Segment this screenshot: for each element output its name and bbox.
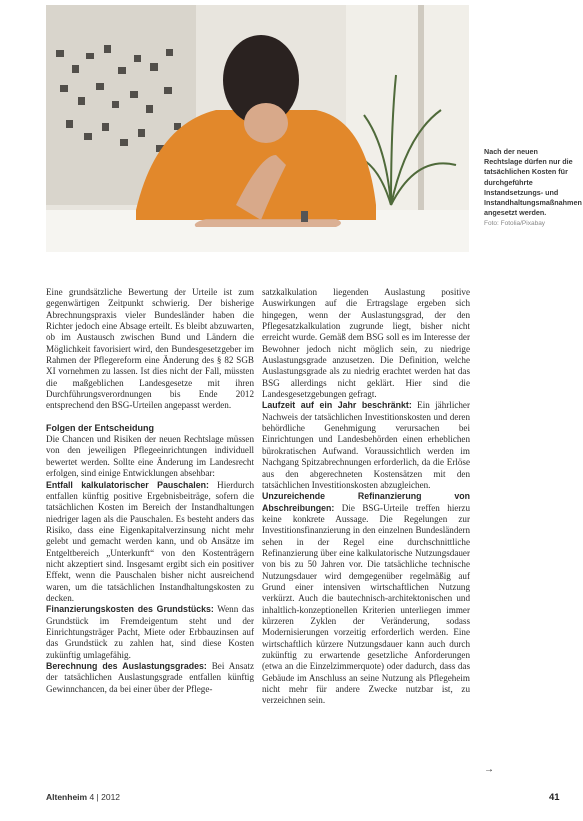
photo-credit: Foto: Fotolia/Pixabay bbox=[484, 220, 546, 228]
caption-text: Nach der neuen Rechtslage dürfen nur die tatsächlichen Kosten für durchgeführte Instandsetzungs- und Instandhaltungsmaßnahmen angesetzt werden. bbox=[484, 147, 582, 218]
footer-magazine bbox=[46, 792, 120, 802]
lead-in: Entfall kalkulatorischer Pauschalen: bbox=[46, 479, 209, 490]
lead-in: Finanzierungskosten des Grundstücks: bbox=[46, 604, 214, 615]
paragraph: satzkalkulation liegenden Auslastung positive Auswirkungen auf die Ertragslage ergeben sich hingegen, wenn der Auslastungsgrad, der den Pflegesatzkalkulation zugrunde liegt, bisher nicht erreicht wurde. Gemäß dem BSG soll es im Interesse der Bewohner jedoch nicht möglich sein, zu niedrige Auslastungsgrade anzusetzen. Die Definition, welche Auslastungsgrade als zu niedrig erachtet werden hat das BSG allerdings nicht geklärt. Hier sind die Landesgesetzgebungen gefragt. bbox=[262, 287, 470, 400]
paragraph: Die Chancen und Risiken der neuen Rechtslage müssen von den jeweiligen Pflegeeinrichtungen individuell bewertet werden. Sollte eine Änderung im Landesrecht erfolgen, sind einige Entwicklungen absehbar: bbox=[46, 434, 254, 479]
text-column-left bbox=[46, 287, 254, 695]
paragraph: Unzureichende Refinanzierung von Abschreibungen: Die BSG-Urteile treffen hierzu keine konkrete Aussage. Die Regelungen zur Investitionsfinanzierung in den einzelnen Bundesländern sehen in der Regel eine durchschnittliche Refinanzierung über eine kalkulatorische Nutzungsdauer von bis zu 50 Jahren vor. Die tatsächliche technische Nutzungsdauer wird demgegenüber regelmäßig auf Grund einer intensiven wirtschaftlichen Nutzung verkürzt. Auch die bautechnisch-architektonischen und inhaltlich-konzeptionellen Kriterien unterliegen immer kürzeren Zyklen der Veränderung, sodass Modernisierungen vorzeitig erforderlich werden. Eine wirtschaftlich kürzere Nutzungsdauer kann auch durch zukünftig zu erwartende gesetzliche Anforderungen (etwa an die Einzelzimmerquote) oder dadurch, dass das Gebäude im Anschluss an seine Nutzung als Pflegeheim nicht mehr für andere Zwecke nutzbar ist, zu verzeichnen sein. bbox=[262, 491, 470, 706]
lead-in: Unzureichende Refinanzierung von Abschreibungen: bbox=[262, 491, 470, 513]
section-heading: Folgen der Entscheidung bbox=[46, 422, 155, 433]
magazine-name: Altenheim bbox=[46, 792, 88, 802]
continue-arrow-icon: → bbox=[484, 764, 494, 775]
lead-in: Laufzeit auf ein Jahr beschränkt: bbox=[262, 400, 412, 411]
photo-caption bbox=[484, 147, 582, 230]
page-number: 41 bbox=[549, 792, 560, 803]
paragraph: Berechnung des Auslastungsgrades: Bei Ansatz der tatsächlichen Auslastungsgrade entfallen künftig Gewinnchancen, da bei einer über der Pflege- bbox=[46, 661, 254, 694]
photo-woman-writing bbox=[46, 5, 469, 252]
paragraph: Finanzierungskosten des Grundstücks: Wenn das Grundstück im Fremdeigentum steht und der Einrichtungsträger Pacht, Miete oder Erbbauzinsen auf das Grundstück zu zahlen hat, sind diese Kosten zukünftig umlagefähig. bbox=[46, 604, 254, 660]
paragraph: Laufzeit auf ein Jahr beschränkt: Ein jährlicher Nachweis der tatsächlichen Investitionskosten und deren behördliche Genehmigung verursachen bei Einrichtungen und Landesbehörden einen erheblichen bürokratischen Aufwand. Voraussichtlich werden im Nachgang Spitzabrechnungen erforderlich, da die Erlöse aus den abgerechneten Kostensätzen mit den tatsächlichen Investitionskosten abzugleichen. bbox=[262, 400, 470, 490]
lead-in: Berechnung des Auslastungsgrades: bbox=[46, 661, 207, 671]
paragraph: Entfall kalkulatorischer Pauschalen: Hierdurch entfallen künftig positive Ergebnisbeiträge, sofern die tatsächlichen Kosten im Bereich der Instandhaltungen niedriger lagen als die Pauschalen. Es besteht anders das Risiko, dass eine Eigenkapitalverzinsung nicht mehr gelebt und gemacht werden kann, und ob Ansätze im Entgeltbereich „Unterkunft“ von den Kostenträgern nicht akzeptiert sind. Insgesamt ergibt sich ein positiver Effekt, wenn die Pauschalen bisher nicht ausreichend waren, um die tatsächlichen Instandhaltungskosten zu decken. bbox=[46, 479, 254, 603]
text-column-right bbox=[262, 287, 470, 707]
hero-photo bbox=[46, 5, 469, 252]
paragraph: Eine grundsätzliche Bewertung der Urteile ist zum gegenwärtigen Zeitpunkt schwierig. Der bisherige Abrechnungspraxis vieler Bundesländer haben die Richter jedoch eine Absage erteilt. Es bleibt abzuwarten, ob im Austausch zwischen Bund und Ländern die Möglichkeit favorisiert wird, den Bundesgesetzgeber im Rahmen der Pflegereform eine Änderung des § 82 SGB XI vornehmen zu lassen. Ist dies nicht der Fall, müssten die maßgeblichen Landesgesetze mit ihren Durchführungsverordnungen bis Ende 2012 entsprechend den BSG-Urteilen angepasst werden. bbox=[46, 287, 254, 411]
issue-number: 4 | 2012 bbox=[89, 792, 121, 802]
